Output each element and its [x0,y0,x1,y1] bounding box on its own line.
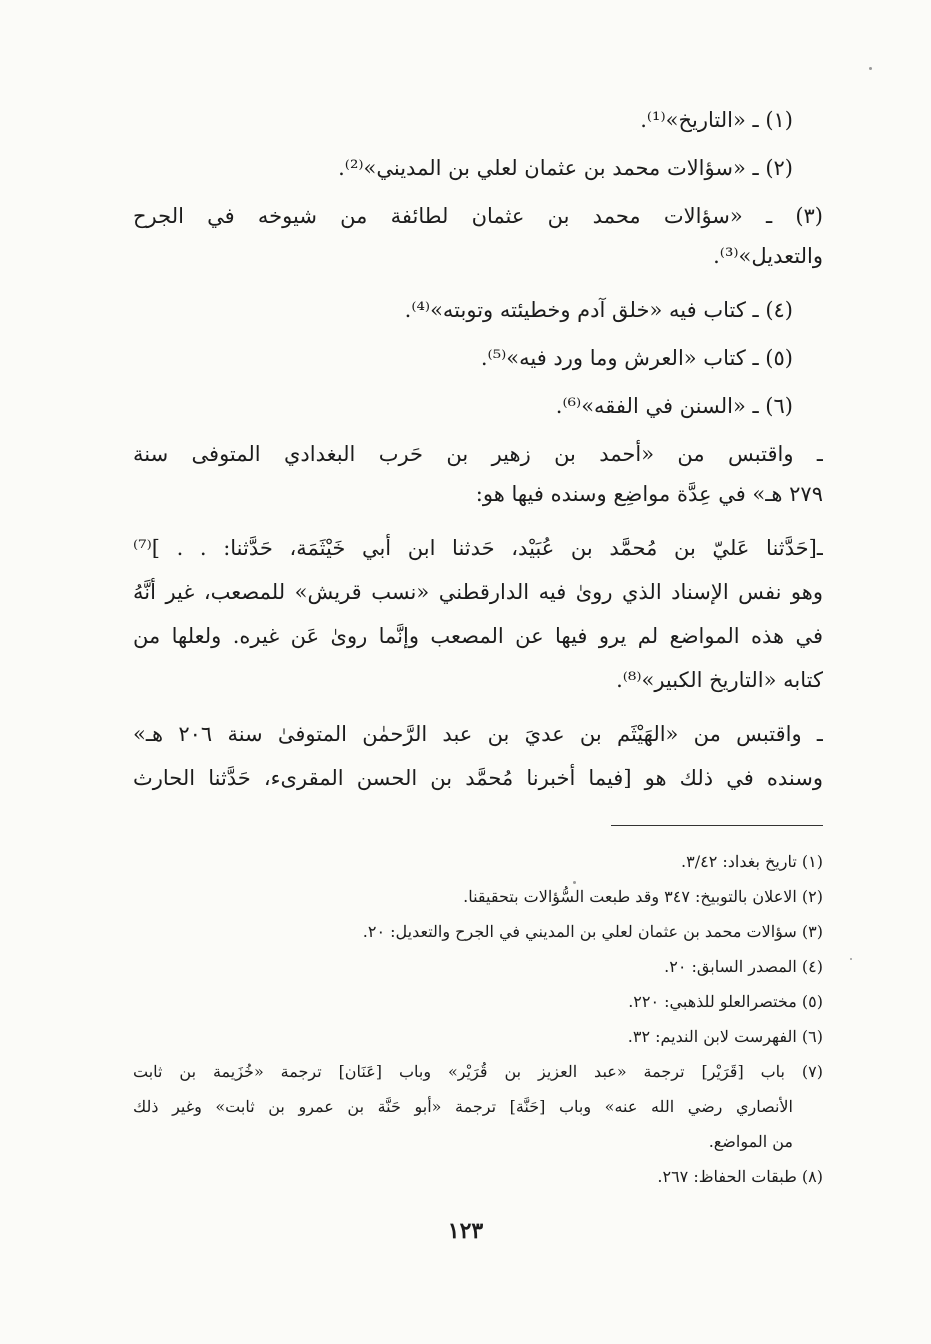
text-line: في هذه المواضع لم يرو فيها عن المصعب وإنَّما روىٰ عَن غيره. ولعلها من [133,624,823,648]
paper-speck [869,67,872,70]
footnotes [133,844,823,1194]
footnote: (٢) الاعلان بالتوبيخ: ٣٤٧ وقد طبعت السُّؤالات بتحقيقنا. [463,887,823,906]
text-line: وهو نفس الإسناد الذي روىٰ فيه الدارقطني «نسب قريش» للمصعب، غير أنَّهُ [133,580,823,604]
footnote: (٨) طبقات الحفاظ: ٢٦٧. [657,1167,823,1186]
footnote: (٧) باب [قَرَيْر] ترجمة «عبد العزيز بن قُرَيْر» وباب [عَنَان] ترجمة «خُزَيمة بن ثابت [133,1062,823,1081]
text-line: والتعديل»⁽³⁾. [713,244,823,268]
footnote-continuation: الأنصاري رضي الله عنه» وباب [حَنَّة] ترجمة «أبو حَنَّة بن عمرو بن ثابت» وغير ذلك [133,1097,793,1116]
text-line: ـ واقتبس من «أحمد بن زهير بن حَرب البغدادي المتوفى سنة [133,442,823,466]
text-line: (٢) ـ «سؤالات محمد بن عثمان لعلي بن المديني»⁽²⁾. [338,156,793,180]
footnote: (٣) سؤالات محمد بن عثمان لعلي بن المديني في الجرح والتعديل: ٢٠. [362,922,823,941]
footnote-continuation: من المواضع. [708,1132,793,1151]
text-line: (٥) ـ كتاب «العرش وما ورد فيه»⁽⁵⁾. [480,346,793,370]
paper-speck [850,958,852,960]
text-line: ـ واقتبس من «الهَيْثَم بن عديَ بن عبد الرَّحمٰن المتوفىٰ سنة ٢٠٦ هـ» [133,722,823,746]
text-line: ـ[حَدَّثنا عَليّ بن مُحمَّد بن عُبَيْد، حَدثنا ابن أبي خَيْثَمَة، حَدَّثنا: . . ]⁽⁷⁾ [133,536,823,560]
text-line: (٦) ـ «السنن في الفقه»⁽⁶⁾. [555,394,793,418]
page-number: ١٢٣ [447,1218,484,1244]
footnote: (٦) الفهرست لابن النديم: ٣٢. [627,1027,823,1046]
footnote: (٤) المصدر السابق: ٢٠. [664,957,823,976]
text-line: ٢٧٩ هـ» في عِدَّة مواضِع وسنده فيها هو: [475,482,823,506]
text-line: وسنده في ذلك هو [فيما أخبرنا مُحمَّد بن الحسن المقرىء، حَدَّثنا الحارث [133,766,823,790]
main-text [133,96,823,802]
footnote: (١) تاريخ بغداد: ٣/٤٢. [681,852,823,871]
text-line: (٣) ـ «سؤالات محمد بن عثمان لطائفة من شيوخه في الجرح [133,204,823,228]
text-line: (١) ـ «التاريخ»⁽¹⁾. [640,108,793,132]
paper-speck [573,881,576,884]
footnote: (٥) مختصرالعلو للذهبي: ٢٢٠. [628,992,823,1011]
footnote-separator [611,825,823,826]
text-line: (٤) ـ كتاب فيه «خلق آدم وخطيئته وتوبته»⁽⁴⁾. [404,298,793,322]
text-line: كتابه «التاريخ الكبير»⁽⁸⁾. [616,668,823,692]
